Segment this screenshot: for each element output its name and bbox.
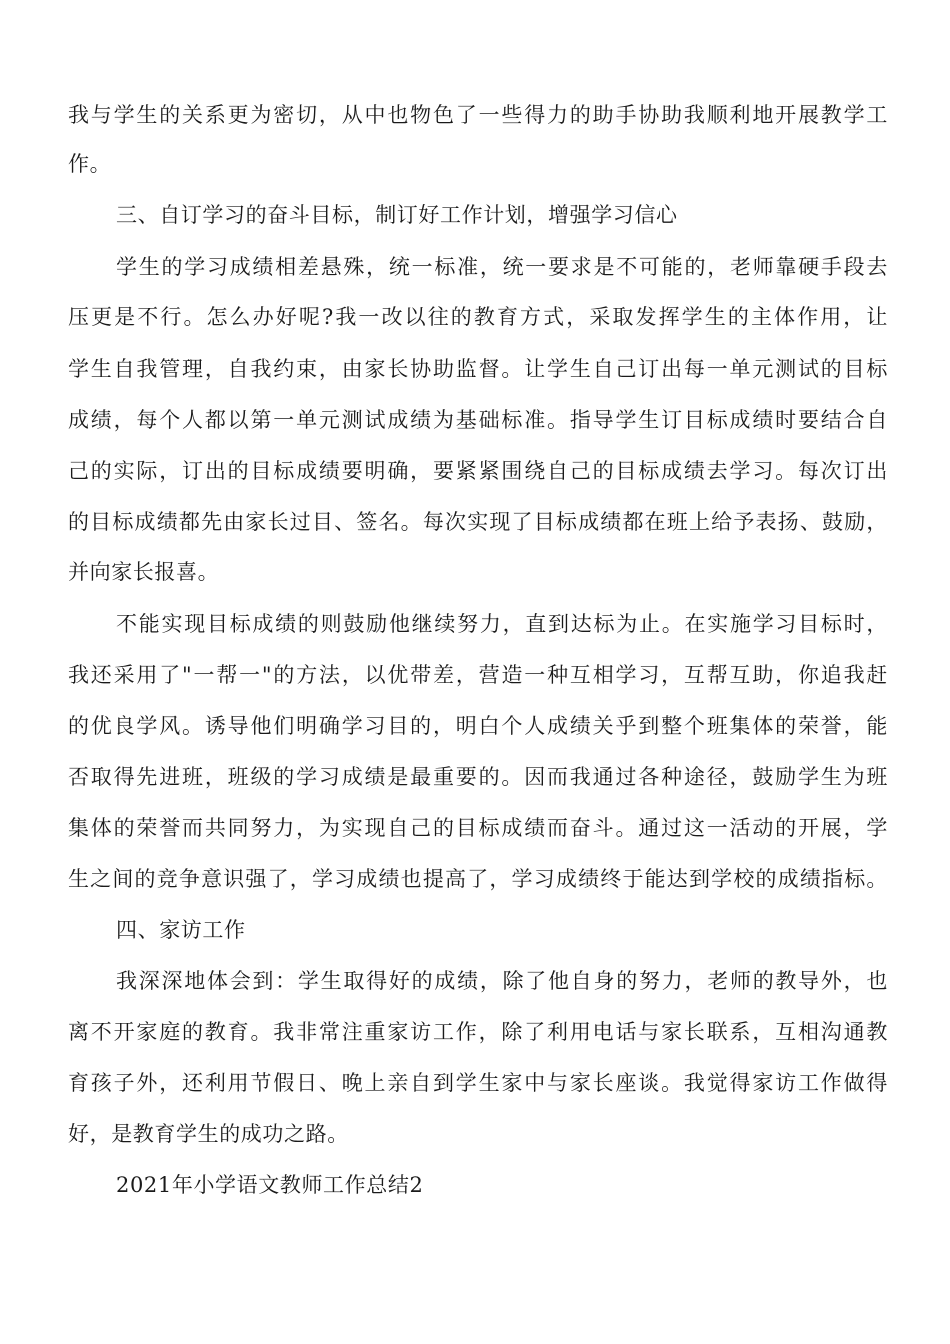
paragraph-line: 学生自我管理，自我约束，由家长协助监督。让学生自己订出每一单元测试的目标	[68, 357, 888, 381]
paragraph-line: 的优良学风。诱导他们明确学习目的，明白个人成绩关乎到整个班集体的荣誉，能	[68, 714, 888, 738]
paragraph-line: 成绩，每个人都以第一单元测试成绩为基础标准。指导学生订目标成绩时要结合自	[68, 408, 888, 432]
paragraph-line: 我与学生的关系更为密切，从中也物色了一些得力的助手协助我顺利地开展教学工	[68, 103, 888, 127]
section-title: 2021年小学语文教师工作总结2	[116, 1173, 424, 1197]
paragraph-line: 压更是不行。怎么办好呢?我一改以往的教育方式，采取发挥学生的主体作用，让	[68, 305, 888, 329]
paragraph-line: 离不开家庭的教育。我非常注重家访工作，除了利用电话与家长联系，互相沟通教	[68, 1020, 888, 1044]
paragraph-line: 育孩子外，还利用节假日、晚上亲自到学生家中与家长座谈。我觉得家访工作做得	[68, 1071, 888, 1095]
paragraph-line: 我深深地体会到：学生取得好的成绩，除了他自身的努力，老师的教导外，也	[116, 969, 888, 993]
paragraph-line: 己的实际，订出的目标成绩要明确，要紧紧围绕自己的目标成绩去学习。每次订出	[68, 459, 888, 483]
paragraph-line: 学生的学习成绩相差悬殊，统一标准，统一要求是不可能的，老师靠硬手段去	[116, 255, 888, 279]
section-heading: 四、家访工作	[116, 918, 246, 942]
paragraph-line: 的目标成绩都先由家长过目、签名。每次实现了目标成绩都在班上给予表扬、鼓励，	[68, 510, 888, 534]
paragraph-line: 作。	[68, 152, 112, 176]
paragraph-line: 集体的荣誉而共同努力，为实现自己的目标成绩而奋斗。通过这一活动的开展，学	[68, 816, 888, 840]
paragraph-line: 生之间的竞争意识强了，学习成绩也提高了，学习成绩终于能达到学校的成绩指标。	[68, 867, 888, 891]
paragraph-line: 否取得先进班，班级的学习成绩是最重要的。因而我通过各种途径，鼓励学生为班	[68, 765, 888, 789]
paragraph-line: 我还采用了"一帮一"的方法，以优带差，营造一种互相学习，互帮互助，你追我赶	[68, 663, 888, 687]
paragraph-line: 不能实现目标成绩的则鼓励他继续努力，直到达标为止。在实施学习目标时，	[116, 612, 888, 636]
paragraph-line: 并向家长报喜。	[68, 560, 220, 584]
paragraph-line: 好，是教育学生的成功之路。	[68, 1122, 349, 1146]
section-heading: 三、自订学习的奋斗目标，制订好工作计划，增强学习信心	[116, 203, 678, 227]
